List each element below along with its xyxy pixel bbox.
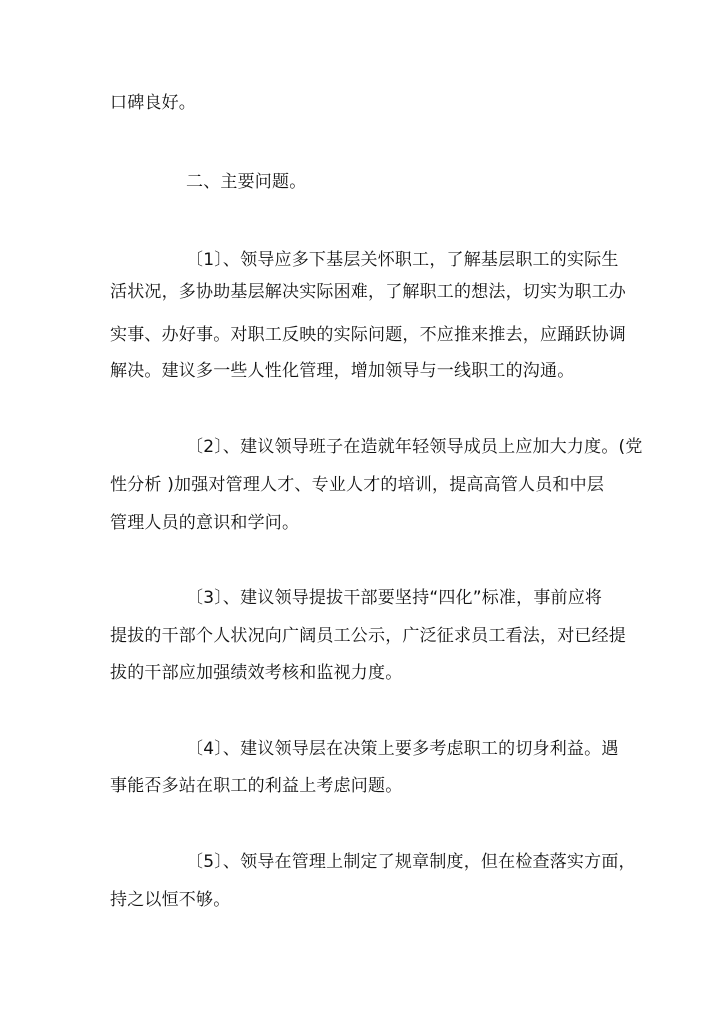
- item-3-line-2: 提拔的干部个人状况向广阔员工公示，广泛征求员工看法，对已经提: [110, 626, 626, 646]
- item-2-line-3: 管理人员的意识和学问。: [110, 513, 300, 533]
- item-4-line-2: 事能否多站在职工的利益上考虑问题。: [110, 776, 403, 796]
- section-heading: 二、主要问题。: [186, 172, 307, 192]
- item-2-line-1: 〔2〕、建议领导班子在造就年轻领导成员上应加大力度。(党: [186, 437, 643, 457]
- item-1-line-1: 〔1〕、领导应多下基层关怀职工，了解基层职工的实际生: [186, 250, 619, 270]
- item-1-line-2: 活状况，多协助基层解决实际困难，了解职工的想法，切实为职工办: [110, 282, 626, 302]
- item-5-line-2: 持之以恒不够。: [110, 890, 231, 910]
- item-1-line-3: 实事、办好事。对职工反映的实际问题，不应推来推去，应踊跃协调: [110, 325, 626, 345]
- item-3-line-1: 〔3〕、建议领导提拔干部要坚持“四化”标准，事前应将: [186, 588, 603, 608]
- item-4-line-1: 〔4〕、建议领导层在决策上要多考虑职工的切身利益。遇: [186, 739, 619, 759]
- item-1-line-4: 解决。建议多一些人性化管理，增加领导与一线职工的沟通。: [110, 361, 575, 381]
- intro-tail-text: 口碑良好。: [110, 93, 196, 113]
- item-2-line-2: 性分析 )加强对管理人才、专业人才的培训，提高高管人员和中层: [110, 475, 605, 495]
- item-5-line-1: 〔5〕、领导在管理上制定了规章制度，但在检查落实方面，: [186, 852, 636, 872]
- item-3-line-3: 拔的干部应加强绩效考核和监视力度。: [110, 663, 403, 683]
